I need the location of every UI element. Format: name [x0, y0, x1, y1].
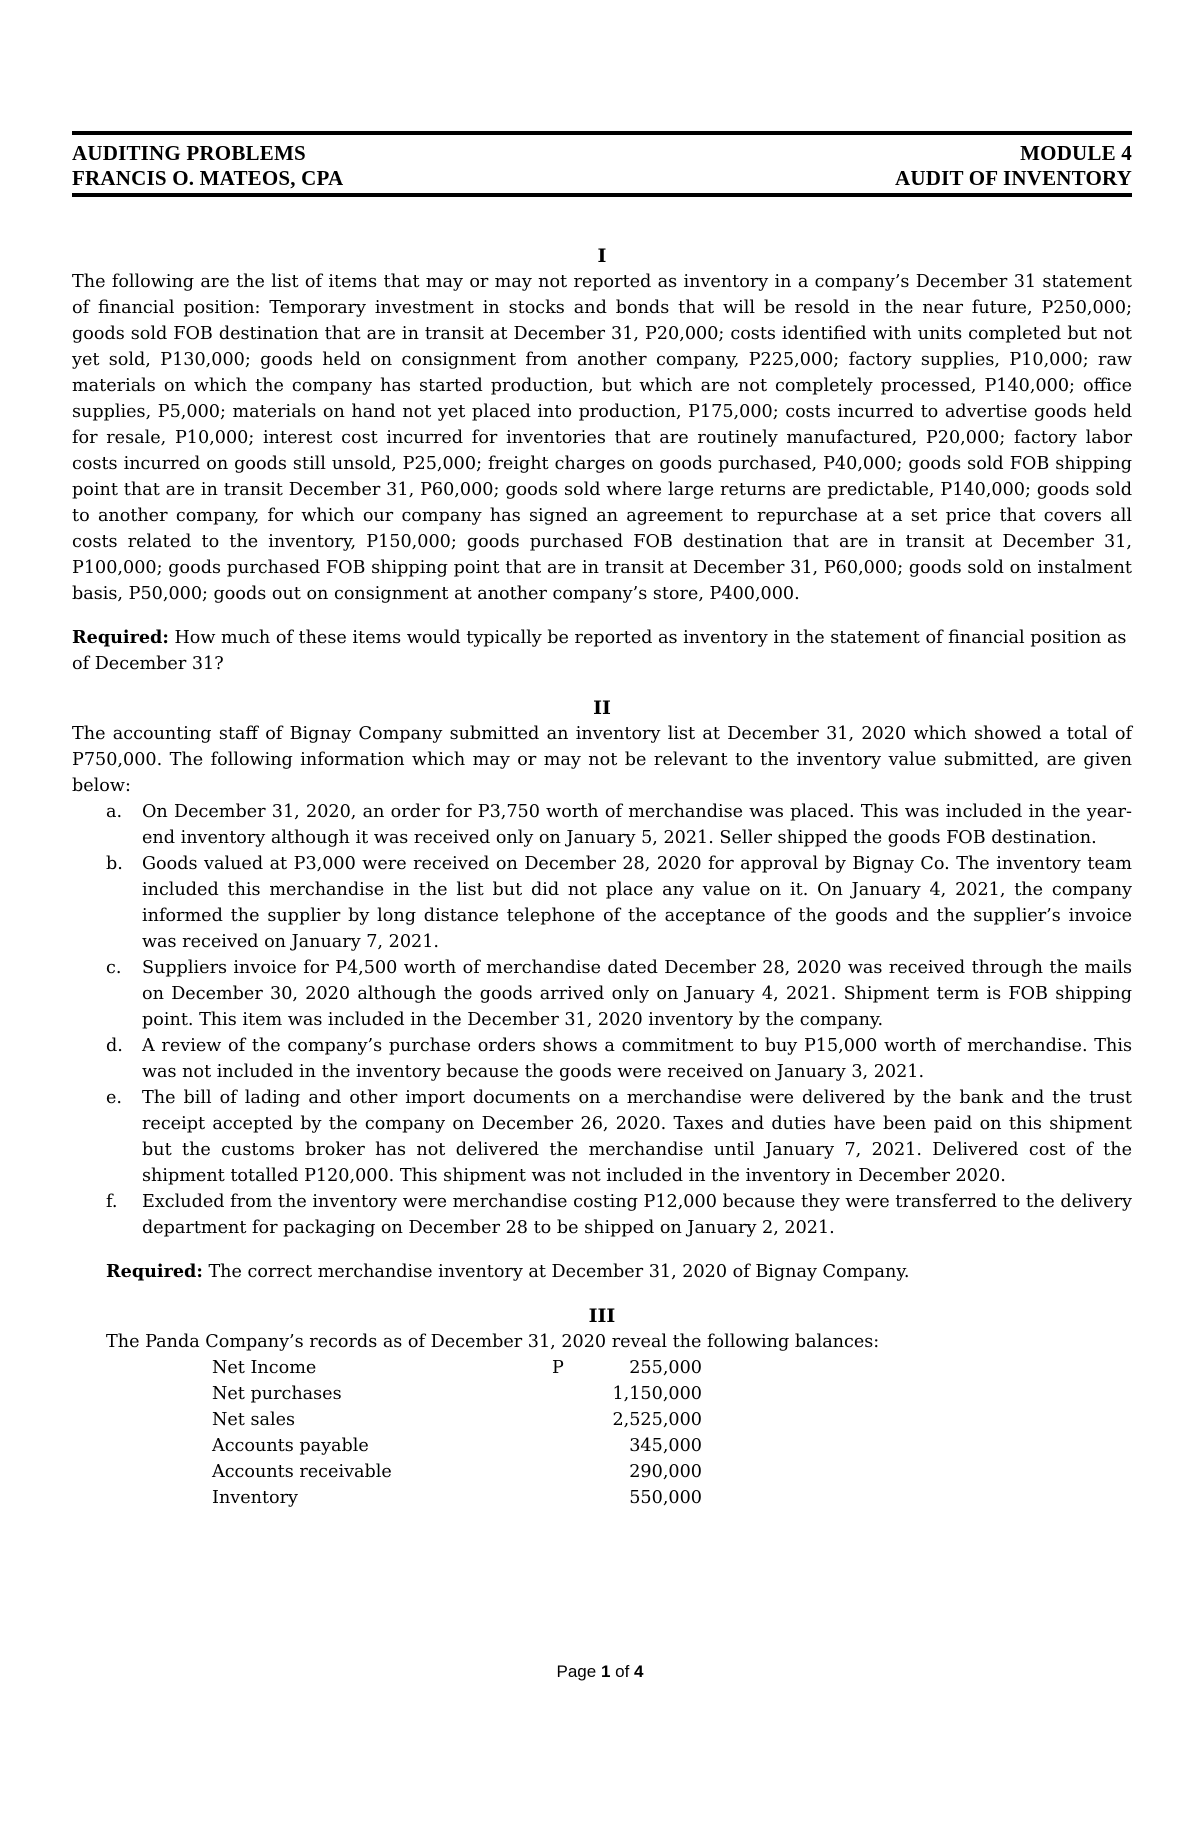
balances-table — [212, 1355, 702, 1511]
list-marker: d. — [106, 1036, 123, 1056]
balance-label: Net sales — [212, 1410, 296, 1430]
balance-amount: 290,000 — [629, 1462, 702, 1482]
section-1-required — [72, 625, 1132, 677]
header-row-1 — [72, 141, 1132, 166]
balance-currency — [552, 1407, 592, 1433]
list-marker: b. — [106, 854, 123, 874]
balance-label: Net Income — [212, 1358, 317, 1378]
list-item — [72, 955, 1132, 1033]
module-title: AUDIT OF INVENTORY — [894, 166, 1132, 190]
section-2-required — [72, 1259, 1132, 1285]
list-marker: f. — [106, 1192, 118, 1212]
course-title: AUDITING PROBLEMS — [72, 141, 306, 165]
required-label: Required: — [106, 1261, 203, 1282]
section-3-intro: The Panda Company’s records as of December 31, 2020 reveal the following balances: — [106, 1332, 880, 1352]
section-2-heading: II — [593, 697, 611, 719]
list-item — [72, 1189, 1132, 1241]
header-row-2 — [72, 166, 1132, 191]
required-text: The correct merchandise inventory at December 31, 2020 of Bignay Company. — [202, 1262, 910, 1282]
balance-amount: 255,000 — [629, 1358, 702, 1378]
list-item-text: Goods valued at P3,000 were received on December 28, 2020 for approval by Bignay Co. The inventory team included this merchandise in the list but did not place any value on it. On January 4, 2021, the company informed the supplier by long distance telephone of the acceptance of the goods and the supplier’s invoice was received on January 7, 2021. — [142, 854, 1132, 952]
table-row — [212, 1407, 702, 1433]
list-item-text: A review of the company’s purchase orders shows a commitment to buy P15,000 worth of merchandise. This was not included in the inventory because the goods were received on January 3, 2021. — [142, 1036, 1132, 1082]
balance-currency — [552, 1381, 592, 1407]
balance-currency — [552, 1433, 592, 1459]
list-marker: c. — [106, 958, 122, 978]
balance-label: Accounts payable — [212, 1436, 369, 1456]
table-row — [212, 1459, 702, 1485]
balance-currency: P — [552, 1358, 564, 1378]
document-header — [72, 131, 1132, 197]
author-name: FRANCIS O. MATEOS, CPA — [72, 166, 344, 190]
balance-amount: 1,150,000 — [612, 1384, 702, 1404]
table-row — [212, 1485, 702, 1511]
page-word: Page — [556, 1662, 601, 1681]
section-2-list — [72, 799, 1132, 1241]
balance-amount: 550,000 — [629, 1488, 702, 1508]
balance-currency — [552, 1459, 592, 1485]
list-item — [72, 1033, 1132, 1085]
table-row — [212, 1433, 702, 1459]
section-1-heading: I — [597, 245, 607, 267]
list-marker: e. — [106, 1088, 123, 1108]
section-2-intro: The accounting staff of Bignay Company submitted an inventory list at December 31, 2020 which showed a total of P750,000. The following information which may or may not be relevant to the inventory value submitted, are given below: — [72, 724, 1132, 796]
document-body — [72, 243, 1132, 1511]
balance-amount: 2,525,000 — [612, 1410, 702, 1430]
list-item-text: The bill of lading and other import documents on a merchandise were delivered by the bank and the trust receipt accepted by the company on December 26, 2020. Taxes and duties have been paid on this shipment but the customs broker has not delivered the merchandise until January 7, 2021. Delivered cost of the shipment totalled P120,000. This shipment was not included in the inventory in December 2020. — [142, 1088, 1132, 1186]
list-item — [72, 1085, 1132, 1189]
required-text: How much of these items would typically be reported as inventory in the statement of financial position as of December 31? — [72, 628, 1127, 674]
balance-currency — [552, 1485, 592, 1511]
list-item-text: On December 31, 2020, an order for P3,750 worth of merchandise was placed. This was included in the year-end inventory although it was received only on January 5, 2021. Seller shipped the goods FOB destination. — [142, 802, 1132, 848]
table-row — [212, 1381, 702, 1407]
required-label: Required: — [72, 627, 169, 648]
module-number: MODULE 4 — [1020, 141, 1132, 165]
list-item-text: Excluded from the inventory were merchandise costing P12,000 because they were transferred to the delivery department for packaging on December 28 to be shipped on January 2, 2021. — [142, 1192, 1132, 1238]
balance-label: Accounts receivable — [212, 1462, 392, 1482]
list-item — [72, 799, 1132, 851]
page-of: of — [610, 1662, 635, 1681]
page-number — [0, 1662, 1200, 1682]
list-item-text: Suppliers invoice for P4,500 worth of merchandise dated December 28, 2020 was received through the mails on December 30, 2020 although the goods arrived only on January 4, 2021. Shipment term is FOB shipping point. This item was included in the December 31, 2020 inventory by the company. — [142, 958, 1132, 1030]
list-item — [72, 851, 1132, 955]
balance-label: Inventory — [212, 1488, 298, 1508]
page-current: 1 — [600, 1662, 611, 1681]
balance-label: Net purchases — [212, 1384, 342, 1404]
balance-amount: 345,000 — [629, 1436, 702, 1456]
table-row — [212, 1355, 702, 1381]
section-3-heading: III — [588, 1305, 616, 1327]
page-total: 4 — [634, 1662, 644, 1681]
section-1-body: The following are the list of items that may or may not reported as inventory in a company’s December 31 statement of financial position: Temporary investment in stocks and bonds that will be resold in the near future, P250,000; goods sold FOB destination that are in transit at December 31, P20,000; costs identified with units completed but not yet sold, P130,000; goods held on consignment from another company, P225,000; factory supplies, P10,000; raw materials on which the company has started production, but which are not completely processed, P140,000; office supplies, P5,000; materials on hand not yet placed into production, P175,000; costs incurred to advertise goods held for resale, P10,000; interest cost incurred for inventories that are routinely manufactured, P20,000; factory labor costs incurred on goods still unsold, P25,000; freight charges on goods purchased, P40,000; goods sold FOB shipping point that are in transit December 31, P60,000; goods sold where large returns are predictable, P140,000; goods sold to another company, for which our company has signed an agreement to repurchase at a set price that covers all costs related to the inventory, P150,000; goods purchased FOB destination that are in transit at December 31, P100,000; goods purchased FOB shipping point that are in transit at December 31, P60,000; goods sold on instalment basis, P50,000; goods out on consignment at another company’s store, P400,000. — [72, 272, 1132, 604]
list-marker: a. — [106, 802, 123, 822]
